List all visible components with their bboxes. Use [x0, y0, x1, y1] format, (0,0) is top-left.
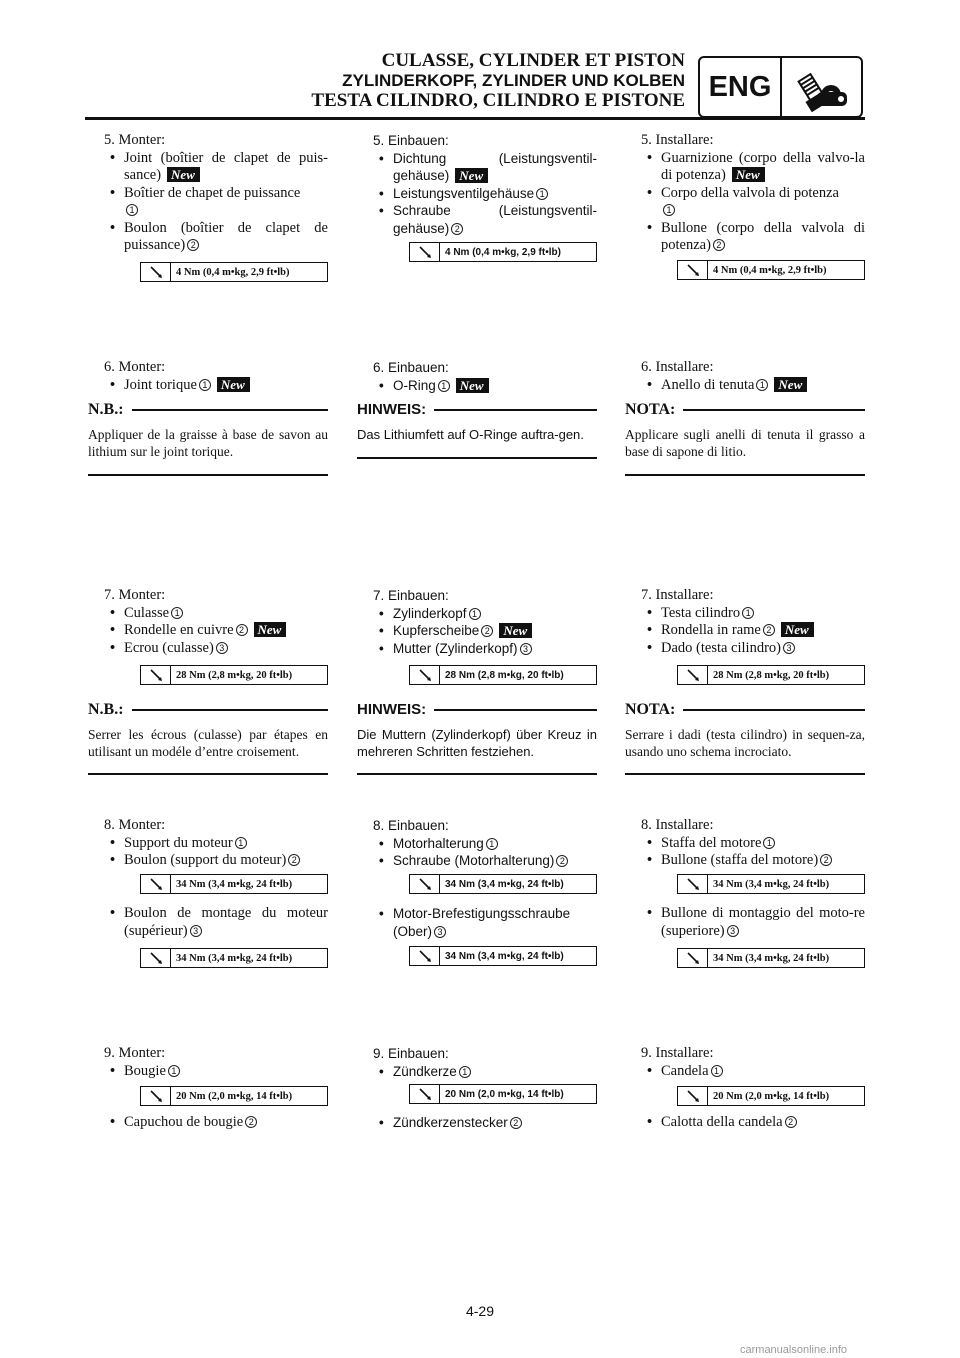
list-item: • Boulon (boîtier de clapet de puissance) 2 — [88, 220, 328, 255]
wrench-icon — [410, 243, 440, 261]
list-item: • Leistungsventilgehäuse 1 — [357, 185, 597, 203]
list-item: • Zündkerzenstecker 2 — [357, 1114, 597, 1132]
list-item: • Motorhalterung 1 — [357, 835, 597, 853]
reference-number: 1 — [126, 204, 138, 216]
reference-number: 2 — [820, 854, 832, 866]
reference-number: 2 — [763, 624, 775, 636]
note-text: Die Muttern (Zylinderkopf) über Kreuz in mehreren Schritten festziehen. — [357, 727, 597, 759]
step-heading: 9. Monter: — [104, 1045, 166, 1061]
list-item: • Dichtung (Leistungsventil-gehäuse) New — [357, 150, 597, 185]
wrench-icon — [141, 1087, 171, 1105]
torque-spec: 34 Nm (3,4 m•kg, 24 ft•lb) — [677, 874, 865, 894]
torque-spec: 4 Nm (0,4 m•kg, 2,9 ft•lb) — [409, 242, 597, 262]
wrench-icon — [141, 949, 171, 967]
step-5 — [88, 132, 328, 255]
wrench-icon — [410, 947, 440, 965]
step-6 — [357, 359, 597, 394]
step-5 — [625, 132, 865, 255]
list-item: • Culasse 1 — [88, 605, 328, 623]
step-heading: 7. Installare: — [641, 587, 714, 603]
list-item: • Support du moteur 1 — [88, 835, 328, 853]
new-badge: New — [167, 167, 200, 182]
watermark: carmanualsonline.info — [740, 1344, 848, 1356]
torque-spec: 28 Nm (2,8 m•kg, 20 ft•lb) — [677, 665, 865, 685]
step-9-cont — [625, 1114, 865, 1132]
note-text: Serrare i dadi (testa cilindro) in sequen-za, usando uno schema incrociato. — [625, 727, 865, 759]
wrench-icon — [141, 875, 171, 893]
list-item: • Calotta della candela 2 — [625, 1114, 865, 1132]
torque-spec: 20 Nm (2,0 m•kg, 14 ft•lb) — [140, 1086, 328, 1106]
header-title-fr: CULASSE, CYLINDER ET PISTON — [381, 50, 685, 71]
list-item: • Boulon (support du moteur) 2 — [88, 852, 328, 870]
torque-spec: 34 Nm (3,4 m•kg, 24 ft•lb) — [409, 874, 597, 894]
torque-spec: 34 Nm (3,4 m•kg, 24 ft•lb) — [677, 948, 865, 968]
step-6 — [88, 359, 328, 394]
list-item: • Joint (boîtier de clapet de puis-sance) New — [88, 150, 328, 185]
list-item: • Staffa del motore 1 — [625, 835, 865, 853]
note-box — [88, 400, 328, 476]
torque-spec: 4 Nm (0,4 m•kg, 2,9 ft•lb) — [140, 262, 328, 282]
step-heading: 5. Monter: — [104, 132, 166, 148]
note-text: Applicare sugli anelli di tenuta il grasso a base di sapone di litio. — [625, 427, 865, 459]
list-item: • Bullone (staffa del motore) 2 — [625, 852, 865, 870]
list-item: • Testa cilindro 1 — [625, 605, 865, 623]
torque-spec: 28 Nm (2,8 m•kg, 20 ft•lb) — [140, 665, 328, 685]
list-item: • Kupferscheibe 2 New — [357, 622, 597, 640]
new-badge: New — [774, 377, 807, 392]
reference-number: 1 — [763, 837, 775, 849]
torque-spec: 34 Nm (3,4 m•kg, 24 ft•lb) — [409, 946, 597, 966]
step-7 — [357, 587, 597, 657]
reference-number: 2 — [556, 855, 568, 867]
list-item: • Bullone di montaggio del moto-re (superiore) 3 — [625, 905, 865, 940]
reference-number: 1 — [171, 607, 183, 619]
reference-number: 2 — [481, 625, 493, 637]
reference-number: 3 — [520, 643, 532, 655]
wrench-icon — [678, 949, 708, 967]
list-item: • Joint torique 1 New — [88, 377, 328, 395]
new-badge: New — [781, 622, 814, 637]
torque-spec: 34 Nm (3,4 m•kg, 24 ft•lb) — [140, 948, 328, 968]
wrench-icon — [141, 666, 171, 684]
note-label: NOTA: — [625, 701, 676, 718]
torque-spec: 20 Nm (2,0 m•kg, 14 ft•lb) — [409, 1084, 597, 1104]
reference-number: 1 — [199, 379, 211, 391]
list-item: • Dado (testa cilindro) 3 — [625, 640, 865, 658]
list-item: • Schraube (Leistungsventil-gehäuse) 2 — [357, 202, 597, 237]
note-label: HINWEIS: — [357, 701, 427, 718]
reference-number: 1 — [711, 1065, 723, 1077]
reference-number: 2 — [288, 854, 300, 866]
list-item: • Guarnizione (corpo della valvo-la di potenza) New — [625, 150, 865, 185]
header-title-it: TESTA CILINDRO, CILINDRO E PISTONE — [311, 90, 685, 111]
section-label: ENG — [700, 58, 782, 116]
section-tab — [698, 56, 863, 118]
reference-number: 2 — [236, 624, 248, 636]
step-8 — [625, 817, 865, 870]
header-title-de: ZYLINDERKOPF, ZYLINDER UND KOLBEN — [342, 71, 685, 90]
step-heading: 5. Installare: — [641, 132, 714, 148]
step-heading: 5. Einbauen: — [373, 133, 449, 148]
list-item: • Rondelle en cuivre 2 New — [88, 622, 328, 640]
list-item: • Corpo della valvola di potenza 1 — [625, 185, 865, 220]
step-heading: 7. Monter: — [104, 587, 166, 603]
step-8-cont — [357, 905, 597, 940]
step-8 — [88, 817, 328, 870]
note-label: N.B.: — [88, 701, 124, 718]
list-item: • Capuchou de bougie 2 — [88, 1114, 328, 1132]
list-item: • Zylinderkopf 1 — [357, 605, 597, 623]
step-heading: 7. Einbauen: — [373, 588, 449, 603]
list-item: • Mutter (Zylinderkopf) 3 — [357, 640, 597, 658]
step-heading: 6. Monter: — [104, 359, 166, 375]
step-9 — [357, 1045, 597, 1080]
reference-number: 2 — [187, 239, 199, 251]
page-header — [300, 50, 685, 111]
new-badge: New — [217, 377, 250, 392]
step-9 — [625, 1045, 865, 1080]
page-number: 4-29 — [465, 1303, 495, 1319]
reference-number: 3 — [434, 926, 446, 938]
note-text: Serrer les écrous (culasse) par étapes en utilisant un modéle d’entre croisement. — [88, 727, 328, 759]
reference-number: 1 — [459, 1066, 471, 1078]
step-8 — [357, 817, 597, 870]
list-item: • O-Ring 1 New — [357, 377, 597, 395]
new-badge: New — [254, 622, 287, 637]
reference-number: 1 — [742, 607, 754, 619]
reference-number: 2 — [245, 1116, 257, 1128]
engine-icon — [782, 58, 861, 116]
reference-number: 1 — [438, 380, 450, 392]
list-item: • Boulon de montage du moteur (supérieur) 3 — [88, 905, 328, 940]
step-9-cont — [88, 1114, 328, 1132]
list-item: • Rondella in rame 2 New — [625, 622, 865, 640]
reference-number: 1 — [536, 188, 548, 200]
wrench-icon — [410, 875, 440, 893]
note-text: Das Lithiumfett auf O-Ringe auftra-gen. — [357, 427, 584, 442]
step-heading: 6. Installare: — [641, 359, 714, 375]
reference-number: 3 — [727, 925, 739, 937]
step-5 — [357, 132, 597, 237]
step-heading: 8. Installare: — [641, 817, 714, 833]
reference-number: 3 — [190, 925, 202, 937]
new-badge: New — [499, 623, 532, 638]
reference-number: 1 — [663, 204, 675, 216]
note-label: N.B.: — [88, 401, 124, 418]
note-box — [625, 700, 865, 775]
list-item: • Bullone (corpo della valvola di potenza) 2 — [625, 220, 865, 255]
torque-spec: 20 Nm (2,0 m•kg, 14 ft•lb) — [677, 1086, 865, 1106]
reference-number: 1 — [469, 608, 481, 620]
reference-number: 1 — [756, 379, 768, 391]
note-text: Appliquer de la graisse à base de savon au lithium sur le joint torique. — [88, 427, 328, 459]
reference-number: 3 — [216, 642, 228, 654]
list-item: • Schraube (Motorhalterung) 2 — [357, 852, 597, 870]
step-9-cont — [357, 1114, 597, 1132]
note-box — [625, 400, 865, 476]
step-heading: 6. Einbauen: — [373, 360, 449, 375]
step-heading: 9. Installare: — [641, 1045, 714, 1061]
reference-number: 3 — [783, 642, 795, 654]
reference-number: 1 — [235, 837, 247, 849]
header-rule — [85, 117, 865, 120]
torque-spec: 28 Nm (2,8 m•kg, 20 ft•lb) — [409, 665, 597, 685]
note-label: HINWEIS: — [357, 401, 427, 418]
step-7 — [625, 587, 865, 657]
reference-number: 2 — [510, 1117, 522, 1129]
torque-spec: 4 Nm (0,4 m•kg, 2,9 ft•lb) — [677, 260, 865, 280]
new-badge: New — [732, 167, 765, 182]
step-8-cont — [88, 905, 328, 940]
list-item: • Candela 1 — [625, 1063, 865, 1081]
list-item: • Boîtier de chapet de puissance 1 — [88, 185, 328, 220]
wrench-icon — [141, 263, 171, 281]
new-badge: New — [456, 378, 489, 393]
reference-number: 2 — [785, 1116, 797, 1128]
reference-number: 2 — [713, 239, 725, 251]
step-heading: 8. Einbauen: — [373, 818, 449, 833]
torque-spec: 34 Nm (3,4 m•kg, 24 ft•lb) — [140, 874, 328, 894]
wrench-icon — [410, 666, 440, 684]
note-box — [357, 700, 597, 775]
note-label: NOTA: — [625, 401, 676, 418]
reference-number: 2 — [451, 223, 463, 235]
step-9 — [88, 1045, 328, 1080]
wrench-icon — [678, 666, 708, 684]
wrench-icon — [410, 1085, 440, 1103]
list-item: • Anello di tenuta 1 New — [625, 377, 865, 395]
step-heading: 8. Monter: — [104, 817, 166, 833]
step-heading: 9. Einbauen: — [373, 1046, 449, 1061]
step-7 — [88, 587, 328, 657]
note-box — [88, 700, 328, 775]
new-badge: New — [455, 168, 488, 183]
wrench-icon — [678, 875, 708, 893]
step-8-cont — [625, 905, 865, 940]
note-box — [357, 400, 597, 459]
wrench-icon — [678, 261, 708, 279]
reference-number: 1 — [168, 1065, 180, 1077]
list-item: • Motor-Brefestigungsschraube (Ober) 3 — [357, 905, 597, 940]
wrench-icon — [678, 1087, 708, 1105]
step-6 — [625, 359, 865, 394]
reference-number: 1 — [486, 838, 498, 850]
list-item: • Zündkerze 1 — [357, 1063, 597, 1081]
list-item: • Ecrou (culasse) 3 — [88, 640, 328, 658]
list-item: • Bougie 1 — [88, 1063, 328, 1081]
